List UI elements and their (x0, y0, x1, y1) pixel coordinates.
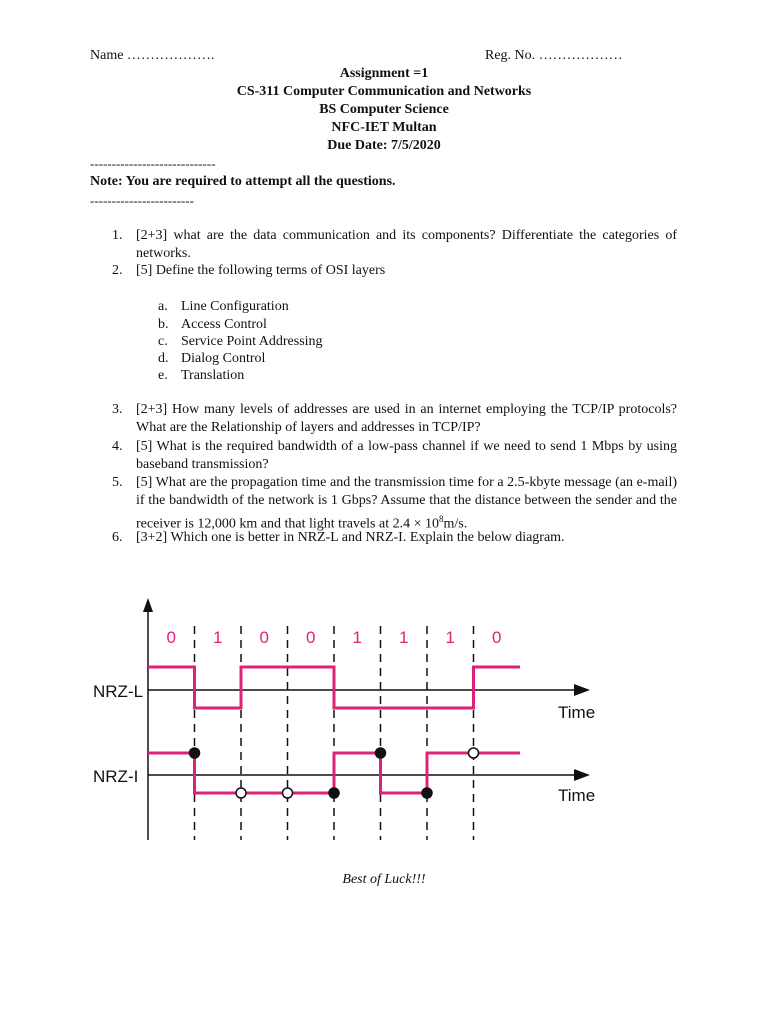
osi-term-letter: e. (158, 368, 168, 383)
nrzl-label: NRZ-L (93, 682, 144, 701)
bit-label: 0 (259, 628, 269, 647)
question-text-unit: m/s. (443, 516, 468, 532)
bit-label: 1 (213, 628, 223, 647)
question-number: 4. (112, 439, 123, 454)
question-text: [5] What is the required bandwidth of a low-pass channel if we need to send 1 Mbps by using baseband transmission? (136, 439, 677, 472)
reg-no-field-label: Reg. No. ……………… (485, 48, 623, 63)
nrzl-time-arrow (574, 684, 590, 696)
nrzl-time-label: Time (558, 703, 596, 722)
program-title: BS Computer Science (319, 102, 449, 117)
name-field-label: Name ………………. (90, 48, 215, 63)
separator-bottom: ------------------------ (90, 193, 194, 208)
osi-term-text: Dialog Control (181, 351, 266, 366)
no-transition-marker (283, 788, 293, 798)
assignment-title: Assignment =1 (339, 66, 429, 81)
bit-label: 0 (492, 628, 502, 647)
separator-top: ----------------------------- (90, 156, 216, 171)
closing-message: Best of Luck!!! (342, 872, 426, 887)
exponent: 8 (439, 514, 444, 524)
osi-term-letter: b. (158, 317, 169, 332)
question-number: 5. (112, 475, 123, 490)
note: Note: You are required to attempt all the questions. (90, 174, 396, 189)
question-number: 1. (112, 228, 123, 243)
osi-term-text: Line Configuration (181, 299, 289, 314)
transition-marker (376, 748, 386, 758)
course-title: CS-311 Computer Communication and Networks (236, 84, 532, 99)
bit-label: 1 (399, 628, 409, 647)
question-text-main: [5] What are the propagation time and the transmission time for a 2.5-kbyte message (an e-mail) if the bandwidth of the network is 1 Gbps? Assume that the distance between the sender and the receiver is 12,000 km and that light travels at 2.4 × 10 (136, 475, 677, 532)
question-text (136, 474, 677, 534)
question-text: [2+3] How many levels of addresses are used in an internet employing the TCP/IP protocols? What are the Relationship of layers and addresses in TCP/IP? (136, 402, 677, 435)
transition-marker (329, 788, 339, 798)
no-transition-marker (469, 748, 479, 758)
nrzi-signal (148, 753, 520, 793)
question-text: [3+2] Which one is better in NRZ-L and NRZ-I. Explain the below diagram. (136, 530, 565, 545)
osi-term-text: Access Control (181, 317, 267, 332)
bit-label: 0 (166, 628, 176, 647)
nrzi-label: NRZ-I (93, 767, 139, 786)
due-date: Due Date: 7/5/2020 (327, 138, 441, 153)
vertical-axis-arrow (143, 598, 153, 612)
question-text: [5] Define the following terms of OSI layers (136, 263, 386, 278)
bit-label: 0 (306, 628, 316, 647)
osi-term-text: Translation (181, 368, 245, 383)
question-number: 2. (112, 263, 123, 278)
nrzi-time-arrow (574, 769, 590, 781)
nrzl-signal (148, 667, 520, 708)
bit-label: 1 (445, 628, 455, 647)
question-text: [2+3] what are the data communication and its components? Differentiate the categories of networks. (136, 228, 677, 261)
transition-marker (422, 788, 432, 798)
nrzi-time-label: Time (558, 786, 596, 805)
transition-marker (190, 748, 200, 758)
question-number: 3. (112, 402, 123, 417)
institute-title: NFC-IET Multan (331, 120, 437, 135)
osi-term-letter: a. (158, 299, 168, 314)
bit-label: 1 (352, 628, 362, 647)
no-transition-marker (236, 788, 246, 798)
question-number: 6. (112, 530, 123, 545)
osi-term-letter: c. (158, 334, 168, 349)
osi-term-letter: d. (158, 351, 169, 366)
bit-boundaries (195, 626, 474, 840)
osi-term-text: Service Point Addressing (181, 334, 323, 349)
nrz-diagram (0, 590, 768, 850)
